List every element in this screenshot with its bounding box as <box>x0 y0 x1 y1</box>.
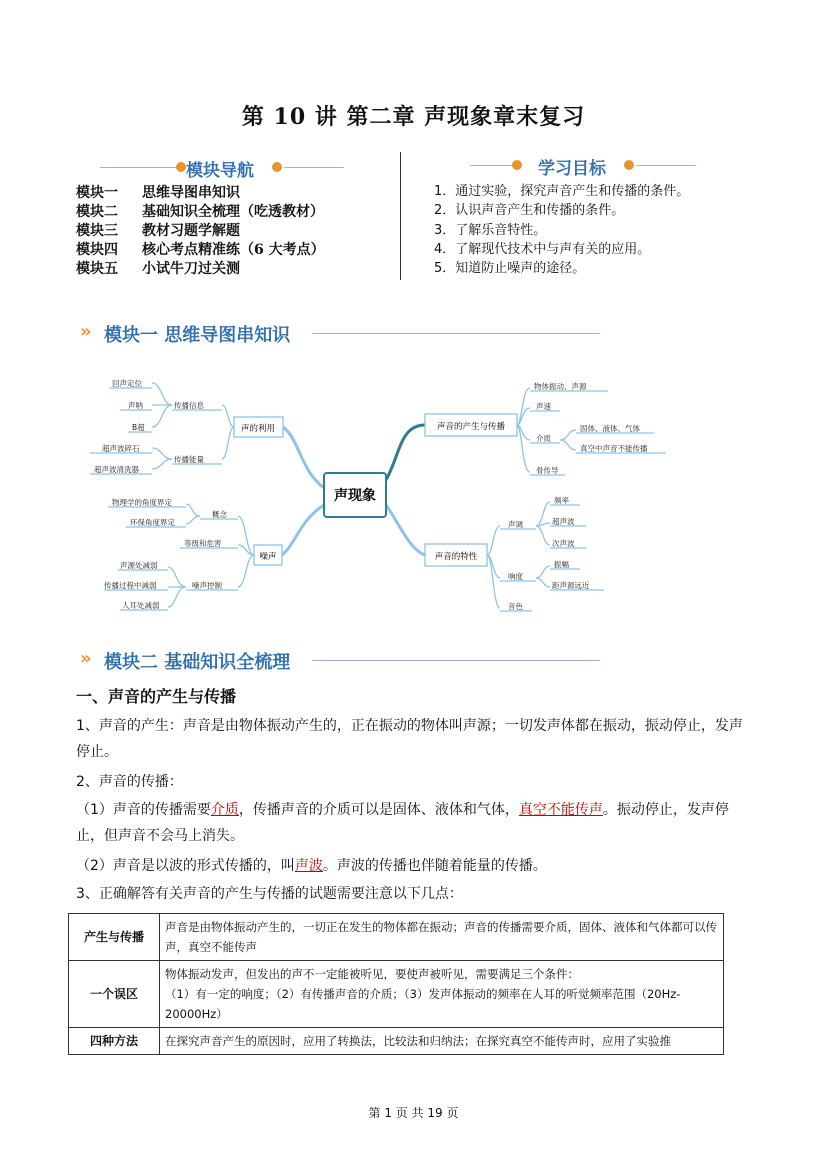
nav-heading-decor <box>284 167 344 168</box>
mm-leaf: 距声源远近 <box>552 581 590 590</box>
goal-item: 2．认识声音产生和传播的条件。 <box>434 203 625 219</box>
paragraph-soundwave: （2）声音是以波的形式传播的，叫声波。声波的传播也伴随着能量的传播。 <box>76 858 547 874</box>
mm-leaf: 超声波清洗器 <box>94 465 139 474</box>
goal-item: 3．了解乐音特性。 <box>434 222 547 238</box>
paragraph-production: 1、声音的产生：声音是由物体振动产生的，正在振动的物体叫声源；一切发声体都在振动，振动停止，发声停止。 <box>76 718 743 760</box>
learning-goals-list <box>434 182 689 278</box>
mm-leaf: 物理学的角度界定 <box>112 498 172 507</box>
mm-leaf: 超声波 <box>552 517 575 526</box>
mm-label-pitch: 声调 <box>508 520 523 529</box>
nav-item[interactable]: 模块三 教材习题学解题 <box>76 223 240 239</box>
nav-item[interactable]: 模块一 思维导图串知识 <box>76 185 240 201</box>
mm-label-char: 声音的特性 <box>434 552 478 562</box>
mm-leaf: 人耳处减弱 <box>122 601 160 610</box>
keyword-vacuum: 真空不能传声 <box>518 802 603 818</box>
mm-leaf: 骨传导 <box>536 466 559 475</box>
mm-label-control: 噪声控制 <box>192 581 222 590</box>
mm-label-use: 声的利用 <box>240 424 276 434</box>
nav-item[interactable]: 模块二 基础知识全梳理（吃透教材） <box>76 204 324 220</box>
module2-rule <box>312 660 600 661</box>
paragraph-medium: （1）声音的传播需要介质，传播声音的介质可以是固体、液体和气体，真空不能传声。振动停止，发声停止，但声音不会马上消失。 <box>76 802 729 844</box>
mm-leaf: 回声定位 <box>112 379 142 388</box>
mm-leaf: 声速 <box>536 402 551 411</box>
goal-item: 5．知道防止噪声的途径。 <box>434 261 586 277</box>
goals-heading-decor <box>470 165 515 166</box>
table-row <box>69 961 724 1028</box>
knowledge-table <box>68 913 724 1055</box>
section-heading: 一、声音的产生与传播 <box>76 687 237 706</box>
table-row-text: 物体振动发声，但发出的声不一定能被听见，要使声被听见，需要满足三个条件： （1）有一定的响度；（2）有传播声音的介质；（3）发声体振动的频率在人耳的听觉频率范围（20Hz-20000Hz） <box>160 961 724 1028</box>
nav-dot-left <box>176 162 186 172</box>
mm-label-energy: 传播能量 <box>174 455 204 464</box>
module1-chevron-icon: » <box>80 321 92 342</box>
keyword-medium: 介质 <box>210 802 239 818</box>
goal-item: 1．通过实验，探究声音产生和传播的条件。 <box>434 184 690 199</box>
mm-leaf: 振幅 <box>554 560 569 569</box>
page-footer: 第 1 页 共 19 页 <box>368 1106 459 1120</box>
module1-rule <box>312 333 600 334</box>
paragraph-propagation: 2、声音的传播： <box>76 774 183 790</box>
module2-chevron-icon: » <box>80 648 92 669</box>
page-title: 第 10 讲 第二章 声现象章末复习 <box>241 104 586 130</box>
paragraph-notes: 3、正确解答有关声音的产生与传播的试题需要注意以下几点： <box>76 886 463 902</box>
mm-label-produce: 声音的产生与传播 <box>436 422 506 432</box>
mm-center-label: 声现象 <box>334 488 376 504</box>
goal-item: 4．了解现代技术中与声有关的应用。 <box>434 241 651 257</box>
mm-label-loud: 响度 <box>508 572 523 581</box>
table-row-label: 四种方法 <box>69 1028 160 1055</box>
table-row-text: 声音是由物体振动产生的，一切正在发生的物体都在振动；声音的传播需要介质，固体、液体和气体都可以传声，真空不能传声 <box>160 914 724 961</box>
mm-leaf: 物体振动、声源 <box>534 382 587 391</box>
mm-label-info: 传播信息 <box>174 401 204 410</box>
mm-leaf: 传播过程中减弱 <box>104 581 157 590</box>
mm-leaf: 次声波 <box>552 539 575 548</box>
mm-leaf: 固体、液体、气体 <box>580 424 640 433</box>
module2-heading: 模块二 基础知识全梳理 <box>104 652 291 673</box>
goals-heading-decor <box>636 165 696 166</box>
mm-label-grade: 等级和危害 <box>184 539 222 548</box>
nav-item[interactable]: 模块四 核心考点精准练（6 大考点） <box>76 242 325 258</box>
table-row-text: 在探究声音产生的原因时，应用了转换法，比较法和归纳法；在探究真空不能传声时，应用了实验推 <box>160 1028 724 1055</box>
module-nav-list <box>76 184 325 279</box>
mm-leaf: 真空中声音不能传播 <box>580 444 648 453</box>
mm-leaf: 介质 <box>536 434 551 443</box>
mm-label-noise: 噪声 <box>259 552 277 562</box>
goals-dot-left <box>512 160 522 170</box>
mm-label-concept: 概念 <box>212 510 227 519</box>
module1-heading: 模块一 思维导图串知识 <box>104 325 291 346</box>
table-row <box>69 1028 724 1055</box>
mind-map <box>0 360 827 625</box>
mm-leaf: 声呐 <box>128 401 143 410</box>
mm-leaf: B超 <box>132 423 145 432</box>
mm-leaf: 超声波碎石 <box>102 444 140 453</box>
mm-label-timbre: 音色 <box>508 602 523 611</box>
column-divider <box>400 152 401 280</box>
mm-leaf: 声源处减弱 <box>120 561 158 570</box>
keyword-soundwave: 声波 <box>294 858 323 874</box>
nav-heading: 模块导航 <box>186 161 254 181</box>
mm-leaf: 频率 <box>554 496 569 505</box>
mm-leaf: 环保角度界定 <box>130 518 175 527</box>
nav-dot-right <box>272 162 282 172</box>
goals-heading: 学习目标 <box>538 159 606 179</box>
table-row <box>69 914 724 961</box>
table-row-label: 产生与传播 <box>69 914 160 961</box>
nav-heading-decor <box>100 167 185 168</box>
goals-dot-right <box>624 160 634 170</box>
table-row-label: 一个误区 <box>69 961 160 1028</box>
nav-item[interactable]: 模块五 小试牛刀过关测 <box>76 261 240 277</box>
